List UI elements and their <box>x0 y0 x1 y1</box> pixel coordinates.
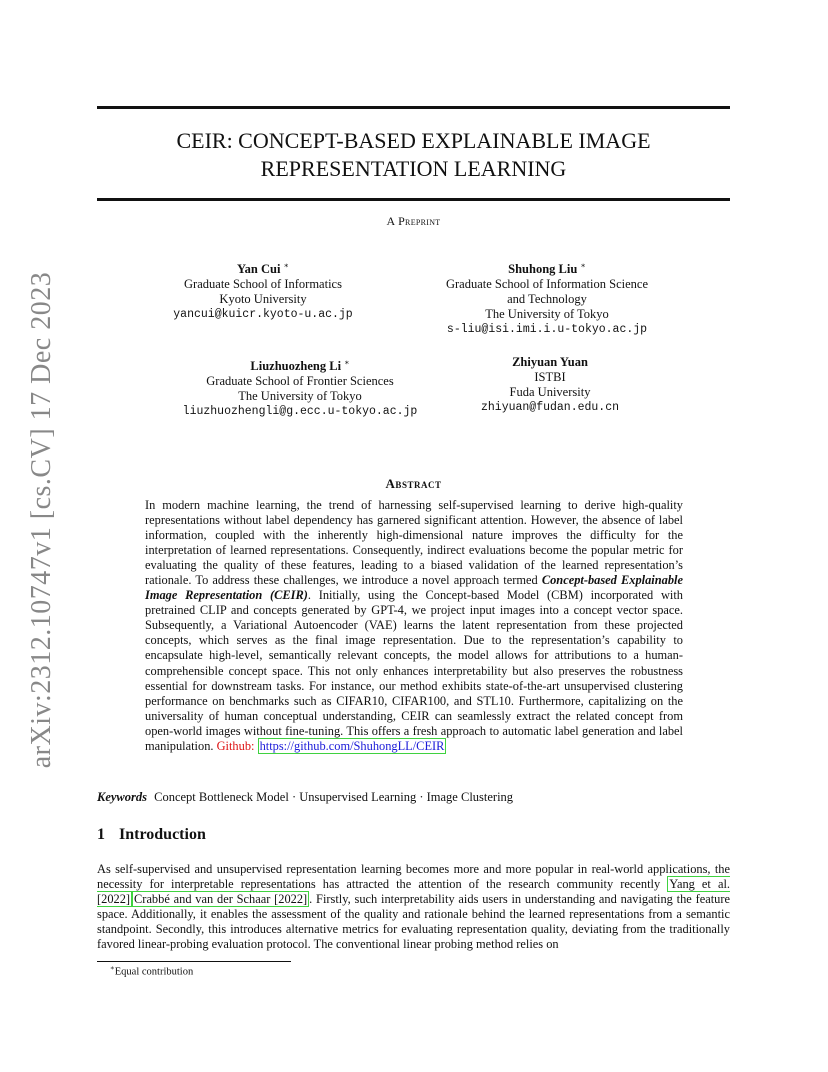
author-email[interactable]: s-liu@isi.imi.i.u-tokyo.ac.jp <box>446 323 648 337</box>
github-label: Github: <box>216 738 255 753</box>
author-name: Yan Cui ∗ <box>237 261 289 277</box>
footnote <box>110 964 193 978</box>
keywords-label: Keywords <box>97 790 147 804</box>
title-line-1: CEIR: CONCEPT-BASED EXPLAINABLE IMAGE <box>176 128 651 153</box>
title-line-2: REPRESENTATION LEARNING <box>260 156 567 181</box>
author-block-3 <box>160 355 440 419</box>
keywords-text: Concept Bottleneck Model · Unsupervised Learning · Image Clustering <box>154 790 514 804</box>
footnote-rule <box>97 961 291 962</box>
title-top-rule <box>97 106 730 109</box>
author-name: Zhiyuan Yuan <box>512 355 588 369</box>
author-affiliation: Graduate School of Information Science <box>445 277 648 292</box>
paper-title <box>97 127 730 183</box>
author-email[interactable]: yancui@kuicr.kyoto-u.ac.jp <box>173 308 353 322</box>
footnote-text: Equal contribution <box>114 966 194 978</box>
author-email[interactable]: zhiyuan@fudan.edu.cn <box>480 401 620 414</box>
abstract-emphasis: Concept-based Explainable Image Representation (CEIR) <box>145 573 683 603</box>
arxiv-identifier-text: arXiv:2312.10747v1 [cs.CV] 17 Dec 2023 <box>26 271 58 769</box>
author-affiliation: and Technology <box>507 292 587 307</box>
author-affiliation: The University of Tokyo <box>485 307 609 322</box>
author-block-1 <box>143 258 383 322</box>
section-heading <box>97 826 206 844</box>
author-affiliation: Kyoto University <box>219 292 307 307</box>
author-block-4 <box>470 355 630 415</box>
section-number: 1 <box>97 826 105 843</box>
author-name: Shuhong Liu ∗ <box>508 261 586 277</box>
author-affiliation: Graduate School of Informatics <box>184 277 342 292</box>
preprint-label: A Preprint <box>386 214 441 228</box>
author-affiliation: The University of Tokyo <box>238 389 362 404</box>
author-affiliation: Graduate School of Frontier Sciences <box>206 374 394 389</box>
citation-link[interactable]: Crabbé and van der Schaar [2022] <box>134 892 308 907</box>
github-link[interactable]: https://github.com/ShuhongLL/CEIR <box>259 738 445 753</box>
section-title: Introduction <box>119 826 206 843</box>
author-email[interactable]: liuzhuozhengli@g.ecc.u-tokyo.ac.jp <box>182 405 418 419</box>
author-block-2 <box>412 258 682 337</box>
author-affiliation: ISTBI <box>534 370 566 384</box>
author-name: Liuzhuozheng Li ∗ <box>250 358 350 374</box>
author-affiliation: Fuda University <box>509 385 591 399</box>
abstract-body: In modern machine learning, the trend of harnessing self-supervised learning to derive high-quality representations without label dependency has garnered significant attention. However, the absence of label information, coupled with the inherently high-dimensional nature improves the difficulty for the interpretation of learned representations. Consequently, indirect evaluations become the popular metric for evaluating the quality of these features, leading to a biased validation of the learned representation’s rationale. To address these challenges, we introduce a novel approach termed Concept-based Explainable Image Representation (CEIR). Initially, using the Concept-based Model (CBM) incorporated with pretrained CLIP and concepts generated by GPT-4, we project input images into a concept vector space. Subsequently, a Variational Autoencoder (VAE) learns the latent representation from these projected concepts, which serves as the final image representation. Due to the representation’s capability to encapsulate high-level, semantically relevant concepts, the model allows for attributions to a human-comprehensible concept space. This not only enhances interpretability but also preserves the robustness essential for downstream tasks. For instance, our method exhibits state-of-the-art unsupervised clustering performance on benchmarks such as CIFAR10, CIFAR100, and STL10. Furthermore, capitalizing on the universality of human conceptual understanding, CEIR can seamlessly extract the related concept from open-world images without fine-tuning. This offers a fresh approach to automatic label generation and label manipulation. Github: https://github.com/ShuhongLL/CEIR <box>145 498 684 753</box>
citation-link[interactable]: Yang et al. [2022] <box>97 877 730 907</box>
keywords <box>97 790 730 805</box>
arxiv-identifier <box>22 271 62 769</box>
intro-paragraph: As self-supervised and unsupervised representation learning becomes more and more popular in real-world applications, the necessity for interpretable representations has attracted the attention of the research community recently Yang et al. [2022] Crabbé and van der Schaar [2022] . Firstly, such interpretability aids users in understanding and navigating the feature space. Additionally, it enables the assessment of the quality and rationale behind the learned representations from a semantic standpoint. Secondly, this introduces alternative metrics for evaluating representation quality, deviating from the traditionally favored linear-probing evaluation protocol. The conventional linear probing method relies on <box>97 862 730 952</box>
title-bottom-rule <box>97 198 730 201</box>
abstract-heading: Abstract <box>385 476 442 491</box>
footnote-mark: ∗ <box>110 964 115 972</box>
